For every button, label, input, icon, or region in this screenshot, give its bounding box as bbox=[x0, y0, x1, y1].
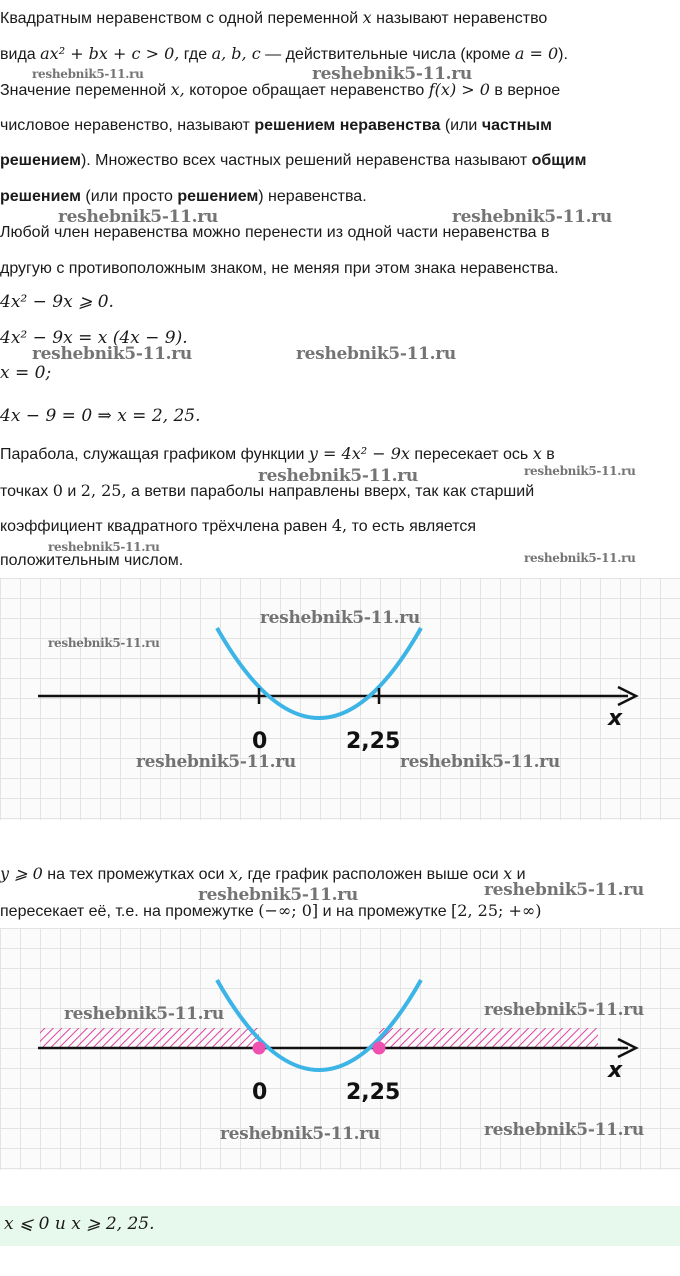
watermark: reshebnik5-11.ru bbox=[48, 540, 160, 554]
watermark: reshebnik5-11.ru bbox=[484, 880, 644, 900]
watermark: reshebnik5-11.ru bbox=[296, 344, 456, 364]
root-label-0: 0 bbox=[252, 1080, 268, 1105]
parabola-line-4: положительным числом. bbox=[0, 552, 184, 569]
term-bold: решением bbox=[0, 152, 81, 169]
text: в bbox=[546, 446, 555, 463]
term-bold: решением неравенства bbox=[254, 117, 441, 134]
text: которое обращает неравенство bbox=[189, 82, 425, 99]
hatched-interval-right bbox=[379, 1028, 598, 1048]
text: — действительные числа (кроме bbox=[265, 46, 511, 63]
watermark: reshebnik5-11.ru bbox=[48, 636, 160, 650]
watermark: reshebnik5-11.ru bbox=[484, 1120, 644, 1140]
equation-inequality: 4x² − 9x ⩾ 0. bbox=[0, 292, 114, 312]
transfer-rule-line-2: другую с противоположным знаком, не меняя при этом знака неравенства. bbox=[0, 260, 559, 277]
text: ). Множество всех частных решений неравенства называют bbox=[80, 152, 528, 169]
text: а ветви параболы направлены вверх, так как старший bbox=[131, 483, 535, 500]
math-var: x bbox=[532, 444, 542, 463]
math-interval: [2, 25; +∞) bbox=[451, 901, 542, 920]
math-interval: (−∞; 0] bbox=[258, 901, 319, 920]
math-number: 2, 25, bbox=[80, 481, 127, 500]
equation-root-2: 4x − 9 = 0 ⇒ x = 2, 25. bbox=[0, 406, 201, 426]
root-label-0: 0 bbox=[252, 729, 268, 754]
math-expression: f(x) > 0 bbox=[428, 80, 490, 99]
watermark: reshebnik5-11.ru bbox=[258, 466, 418, 486]
math-vars: a, b, c bbox=[211, 44, 261, 63]
math-var: x bbox=[362, 8, 372, 27]
parabola-curve bbox=[217, 980, 421, 1070]
watermark: reshebnik5-11.ru bbox=[198, 885, 358, 905]
x-axis-label: x bbox=[608, 1058, 623, 1083]
math-number: 4, bbox=[331, 516, 348, 535]
math-function: y = 4x² − 9x bbox=[308, 444, 410, 463]
text: то есть является bbox=[351, 518, 477, 535]
text: и bbox=[516, 866, 526, 883]
hatched-interval-left bbox=[40, 1028, 259, 1048]
solution-def-line-3 bbox=[0, 152, 586, 170]
math-expression: ax² + bx + c > 0, bbox=[40, 44, 180, 63]
watermark: reshebnik5-11.ru bbox=[400, 752, 560, 772]
math-var: x, bbox=[170, 80, 185, 99]
text: где bbox=[183, 46, 208, 63]
solution-def-line-1 bbox=[0, 80, 560, 100]
text: вида bbox=[0, 46, 36, 63]
x-axis-label: x bbox=[608, 706, 623, 731]
text: пересекает ось bbox=[414, 446, 529, 463]
text: называют неравенство bbox=[376, 10, 548, 27]
text: ) неравенства. bbox=[258, 188, 367, 205]
transfer-rule-line-1: Любой член неравенства можно перенести из одной части неравенства в bbox=[0, 224, 550, 241]
watermark: reshebnik5-11.ru bbox=[64, 1004, 224, 1024]
equation-root-1: x = 0; bbox=[0, 363, 52, 383]
text: (или просто bbox=[85, 188, 173, 205]
term-bold: решением bbox=[0, 188, 81, 205]
root-point-0 bbox=[253, 1042, 266, 1055]
text: Квадратным неравенством с одной переменной bbox=[0, 10, 359, 27]
parabola-curve bbox=[217, 628, 421, 718]
math-number: 0 bbox=[52, 481, 63, 500]
watermark: reshebnik5-11.ru bbox=[312, 64, 472, 84]
term-bold: решением bbox=[177, 188, 259, 205]
watermark: reshebnik5-11.ru bbox=[32, 67, 144, 81]
term-bold: частным bbox=[481, 117, 552, 134]
text: (или bbox=[444, 117, 478, 134]
answer-box bbox=[0, 1206, 680, 1246]
watermark: reshebnik5-11.ru bbox=[524, 464, 636, 478]
watermark: reshebnik5-11.ru bbox=[524, 551, 636, 565]
math-var: x, bbox=[228, 864, 244, 883]
parabola-line-3 bbox=[0, 516, 476, 536]
text: где график расположен выше оси bbox=[247, 866, 499, 883]
text: и bbox=[67, 483, 77, 500]
text: в верное bbox=[494, 82, 561, 99]
text: Парабола, служащая графиком функции bbox=[0, 446, 305, 463]
text: точках bbox=[0, 483, 49, 500]
text: и на промежутке bbox=[322, 903, 447, 920]
equation-factored: 4x² − 9x = x (4x − 9). bbox=[0, 328, 188, 348]
math-expression: y ⩾ 0 bbox=[0, 864, 43, 883]
watermark: reshebnik5-11.ru bbox=[260, 608, 420, 628]
interval-line-1 bbox=[0, 864, 526, 884]
definition-line-2 bbox=[0, 44, 568, 64]
watermark: reshebnik5-11.ru bbox=[484, 1000, 644, 1020]
solution-def-line-2 bbox=[0, 117, 552, 135]
answer-text: x ⩽ 0 и x ⩾ 2, 25. bbox=[4, 1214, 155, 1234]
watermark: reshebnik5-11.ru bbox=[136, 752, 296, 772]
solution-def-line-4 bbox=[0, 188, 367, 206]
text: на тех промежутках оси bbox=[47, 866, 225, 883]
text: ). bbox=[558, 46, 568, 63]
text: числовое неравенство, называют bbox=[0, 117, 250, 134]
term-bold: общим bbox=[531, 152, 587, 169]
parabola-line-1 bbox=[0, 444, 555, 464]
text: Значение переменной bbox=[0, 82, 167, 99]
watermark: reshebnik5-11.ru bbox=[32, 344, 192, 364]
root-label-225: 2,25 bbox=[346, 1080, 401, 1105]
math-var: x bbox=[503, 864, 513, 883]
math-condition: a = 0 bbox=[514, 44, 559, 63]
definition-line-1 bbox=[0, 8, 547, 28]
text: коэффициент квадратного трёхчлена равен bbox=[0, 518, 328, 535]
watermark: reshebnik5-11.ru bbox=[58, 207, 218, 227]
watermark: reshebnik5-11.ru bbox=[452, 207, 612, 227]
text: пересекает её, т.е. на промежутке bbox=[0, 903, 254, 920]
watermark: reshebnik5-11.ru bbox=[220, 1124, 380, 1144]
root-point-225 bbox=[373, 1042, 386, 1055]
root-label-225: 2,25 bbox=[346, 729, 401, 754]
